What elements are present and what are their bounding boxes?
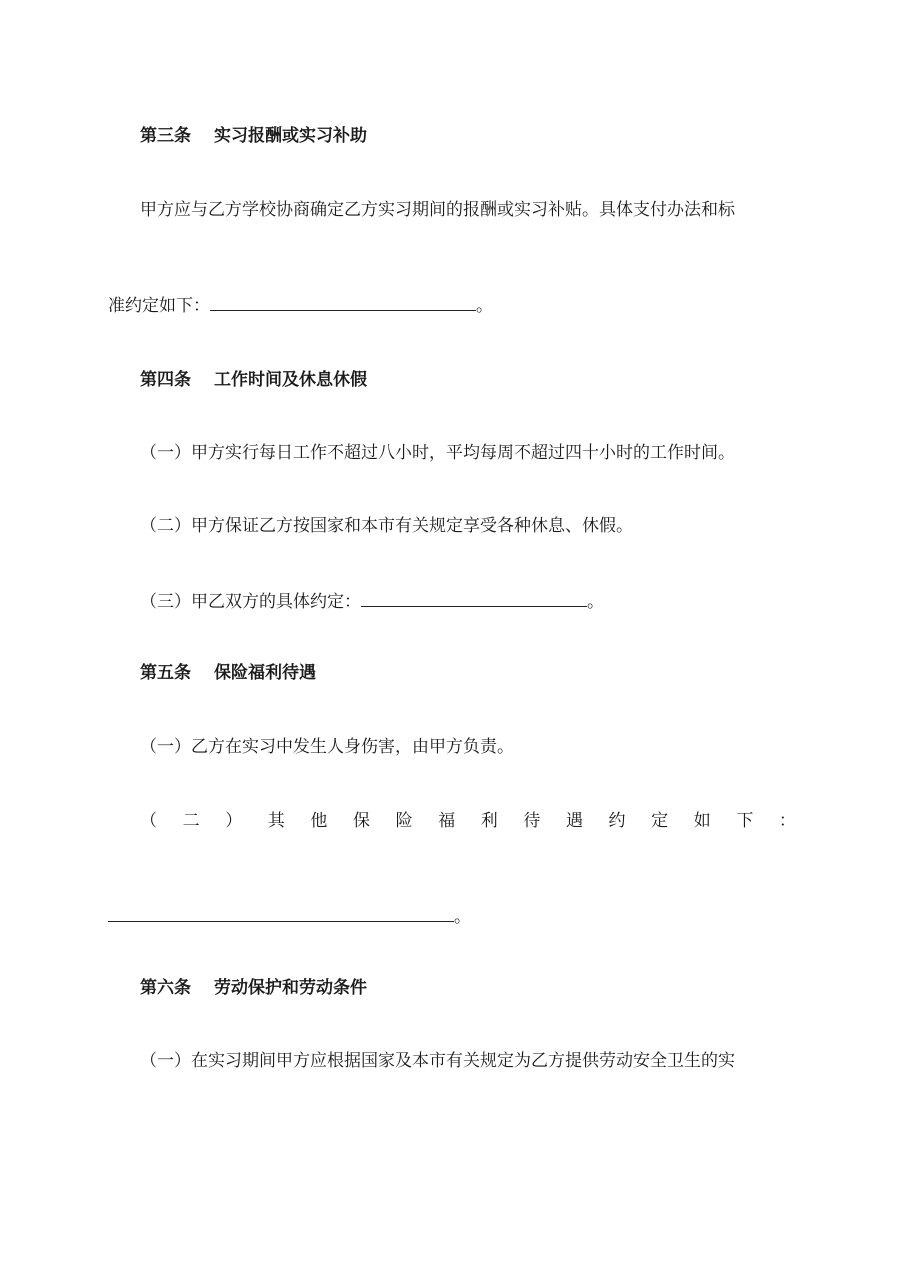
article-6-number: 第六条 [140, 978, 191, 998]
article-5-item-2-char: 险 [395, 811, 413, 831]
article-6-title: 劳动保护和劳动条件 [214, 978, 367, 998]
article-3-agreement-label: 准约定如下： [108, 296, 210, 316]
article-4-number: 第四条 [140, 370, 191, 390]
article-4-item-3 [140, 588, 604, 614]
article-3-title: 实习报酬或实习补助 [214, 126, 367, 146]
article-5-heading [140, 661, 316, 685]
article-5-item-2-char: 定 [651, 811, 669, 831]
article-5-item-2-char: 遇 [565, 811, 583, 831]
article-3-paragraph-line-2 [108, 292, 493, 318]
article-5-item-2-char: 福 [438, 811, 456, 831]
article-5-item-2 [140, 809, 796, 833]
article-5-item-2-char: 约 [608, 811, 626, 831]
article-5-item-2-char: 下 [736, 811, 754, 831]
article-3-paragraph-line-1: 甲方应与乙方学校协商确定乙方实习期间的报酬或实习补贴。具体支付办法和标 [140, 200, 735, 220]
article-5-item-2-char: 其 [267, 811, 285, 831]
article-5-item-2-char: 二 [182, 811, 200, 831]
article-4-title: 工作时间及休息休假 [214, 370, 367, 390]
article-4-heading [140, 368, 367, 392]
article-5-item-2-period: 。 [454, 907, 471, 927]
article-5-item-2-char: ） [225, 811, 243, 831]
article-5-title: 保险福利待遇 [214, 663, 316, 683]
article-5-fill-blank[interactable] [108, 903, 454, 922]
article-5-number: 第五条 [140, 663, 191, 683]
article-5-item-2-char: 保 [352, 811, 370, 831]
article-4-item-2: （二）甲方保证乙方按国家和本市有关规定享受各种休息、休假。 [140, 516, 633, 536]
article-3-number: 第三条 [140, 126, 191, 146]
article-5-item-1: （一）乙方在实习中发生人身伤害，由甲方负责。 [140, 737, 514, 757]
article-3-heading [140, 124, 367, 148]
article-5-item-2-char: （ [140, 811, 157, 831]
article-5-item-2-char: 待 [523, 811, 541, 831]
article-5-item-2-continuation [108, 903, 471, 929]
article-4-item-1: （一）甲方实行每日工作不超过八小时，平均每周不超过四十小时的工作时间。 [140, 443, 735, 463]
article-6-item-1: （一）在实习期间甲方应根据国家及本市有关规定为乙方提供劳动安全卫生的实 [140, 1051, 735, 1071]
article-5-item-2-char: ： [778, 811, 796, 831]
article-5-item-2-char: 他 [310, 811, 328, 831]
article-4-fill-blank[interactable] [361, 588, 587, 607]
article-3-fill-blank[interactable] [210, 292, 476, 311]
article-5-item-2-char: 如 [693, 811, 711, 831]
article-5-item-2-char: 利 [480, 811, 498, 831]
article-3-period: 。 [476, 296, 493, 316]
article-4-item-3-period: 。 [587, 592, 604, 612]
article-6-heading [140, 976, 367, 1000]
article-4-item-3-label: （三）甲乙双方的具体约定： [140, 592, 361, 612]
